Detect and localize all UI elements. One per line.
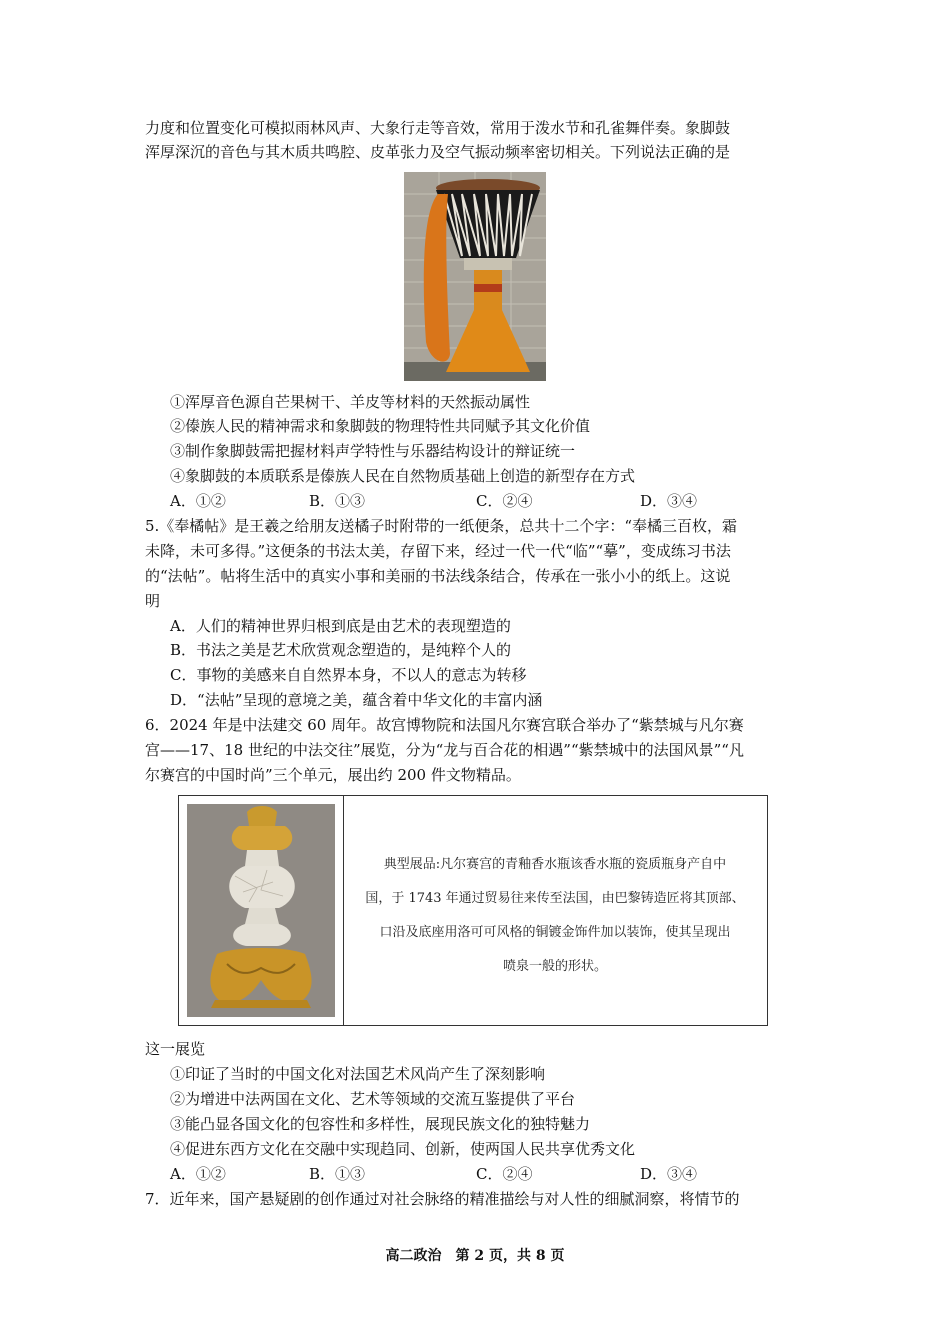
q5-option-d: D．“法帖”呈现的意境之美，蕴含着中华文化的丰富内涵 — [170, 691, 543, 709]
q5-line-2: 未降，未可多得。”这便条的书法太美，存留下来，经过一代一代“临”“摹”，变成练习书法 — [145, 542, 731, 560]
q4-choice-c: C．②④ — [476, 492, 533, 510]
q5-option-a: A．人们的精神世界归根到底是由艺术的表现塑造的 — [170, 617, 511, 635]
q6-choice-a: A．①② — [170, 1165, 226, 1183]
q5-line-1: 5.《奉橘帖》是王羲之给朋友送橘子时附带的一纸便条，总共十二个字：“奉橘三百枚，霜 — [145, 517, 737, 535]
q6-stem: 这一展览 — [145, 1040, 206, 1058]
q6-line-2: 宫——17、18 世纪的中法交往”展览，分为“龙与百合花的相遇”“紫禁城中的法国风景”“凡 — [145, 741, 744, 759]
page-footer: 高二政治 第 2 页，共 8 页 — [385, 1248, 565, 1264]
q6-line-1: 6．2024 年是中法建交 60 周年。故宫博物院和法国凡尔赛宫联合举办了“紫禁城与凡尔赛 — [145, 716, 744, 734]
elephant-foot-drum-photo — [404, 172, 546, 381]
q6-statement-4: ④促进东西方文化在交融中实现趋同、创新，使两国人民共享优秀文化 — [170, 1140, 636, 1158]
q6-choice-c: C．②④ — [476, 1165, 533, 1183]
intro-line-2: 浑厚深沉的音色与其木质共鸣腔、皮革张力及空气振动频率密切相关。下列说法正确的是 — [145, 143, 731, 161]
q4-statement-4: ④象脚鼓的本质联系是傣族人民在自然物质基础上创造的新型存在方式 — [170, 467, 636, 485]
exhibit-caption-line-2: 国，于 1743 年通过贸易往来传至法国，由巴黎铸造匠将其顶部、 — [365, 891, 745, 906]
q6-statement-3: ③能凸显各国文化的包容性和多样性，展现民族文化的独特魅力 — [170, 1115, 591, 1133]
q4-statement-2: ②傣族人民的精神需求和象脚鼓的物理特性共同赋予其文化价值 — [170, 417, 591, 435]
q6-choice-b: B．①③ — [309, 1165, 366, 1183]
q6-line-3: 尔赛宫的中国时尚”三个单元，展出约 200 件文物精品。 — [145, 766, 521, 784]
q4-statement-3: ③制作象脚鼓需把握材料声学特性与乐器结构设计的辩证统一 — [170, 442, 576, 460]
q6-statement-2: ②为增进中法两国在文化、艺术等领域的交流互鉴提供了平台 — [170, 1090, 576, 1108]
q7-line-1: 7．近年来，国产悬疑剧的创作通过对社会脉络的精准描绘与对人性的细腻洞察，将情节的 — [145, 1190, 740, 1208]
exhibit-caption-line-1: 典型展品:凡尔赛宫的青釉香水瓶该香水瓶的瓷质瓶身产自中 — [383, 857, 727, 872]
q5-option-c: C．事物的美感来自自然界本身，不以人的意志为转移 — [170, 666, 527, 684]
q6-statement-1: ①印证了当时的中国文化对法国艺术风尚产生了深刻影响 — [170, 1065, 546, 1083]
exhibit-divider — [343, 796, 344, 1025]
exhibit-caption-line-4: 喷泉一般的形状。 — [502, 959, 607, 974]
q6-choice-d: D．③④ — [640, 1165, 698, 1183]
exhibit-table — [178, 795, 768, 1026]
perfume-vase-photo — [187, 804, 335, 1017]
exhibit-caption-line-3: 口沿及底座用洛可可风格的铜镀金饰件加以装饰，使其呈现出 — [379, 925, 731, 940]
q5-line-4: 明 — [145, 592, 161, 610]
q4-choice-d: D．③④ — [640, 492, 698, 510]
intro-line-1: 力度和位置变化可模拟雨林风声、大象行走等音效，常用于泼水节和孔雀舞伴奏。象脚鼓 — [145, 119, 731, 137]
q4-statement-1: ①浑厚音色源自芒果树干、羊皮等材料的天然振动属性 — [170, 393, 531, 411]
q4-choice-b: B．①③ — [309, 492, 366, 510]
q5-line-3: 的“法帖”。帖将生活中的真实小事和美丽的书法线条结合，传承在一张小小的纸上。这说 — [145, 567, 731, 585]
q4-choice-a: A．①② — [170, 492, 226, 510]
q5-option-b: B．书法之美是艺术欣赏观念塑造的，是纯粹个人的 — [170, 641, 512, 659]
exhibit-caption — [359, 848, 751, 984]
